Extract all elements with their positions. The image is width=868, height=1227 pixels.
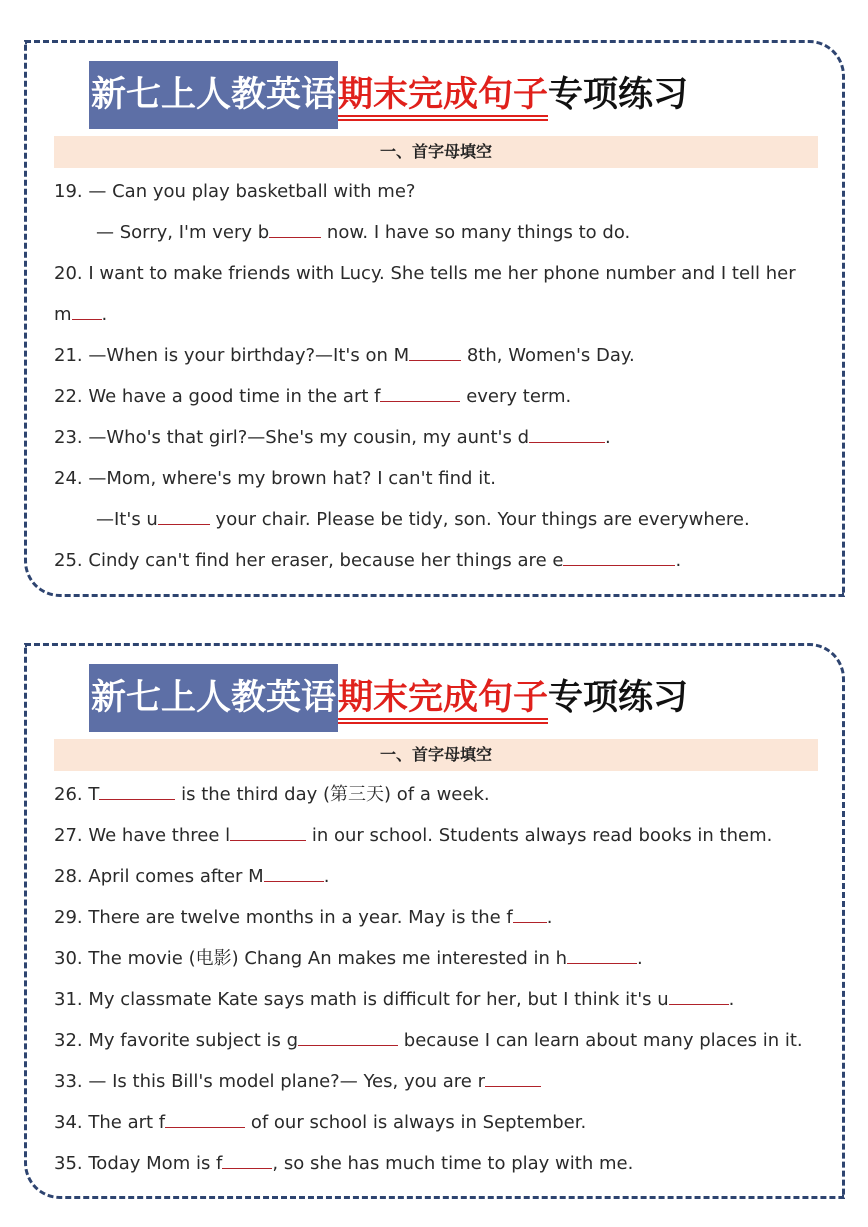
answer-blank[interactable] xyxy=(380,387,460,402)
question-text: The art f xyxy=(88,1112,166,1133)
question-text: —It's u xyxy=(96,509,158,530)
question-text-tail: of our school is always in September. xyxy=(245,1112,587,1133)
question-number: 28. xyxy=(54,866,83,887)
question-31 xyxy=(54,979,844,1020)
answer-blank[interactable] xyxy=(165,1113,245,1128)
worksheet-card-2 xyxy=(24,643,845,1199)
question-number: 33. xyxy=(54,1071,83,1092)
answer-blank[interactable] xyxy=(222,1154,272,1169)
question-number: 29. xyxy=(54,907,83,928)
answer-blank[interactable] xyxy=(99,785,175,800)
question-19-reply xyxy=(54,212,844,253)
question-number: 19. xyxy=(54,181,83,202)
answer-blank[interactable] xyxy=(409,346,461,361)
title-red: 期末完成句子 xyxy=(338,664,548,732)
question-22 xyxy=(54,376,844,417)
question-text-tail: every term. xyxy=(460,386,572,407)
question-text: We have a good time in the art f xyxy=(88,386,381,407)
question-25 xyxy=(54,540,844,581)
question-29 xyxy=(54,897,844,938)
question-21 xyxy=(54,335,844,376)
question-text: — Sorry, I'm very b xyxy=(96,222,270,243)
question-34 xyxy=(54,1102,844,1143)
question-text: The movie (电影) Chang An makes me interested in h xyxy=(88,948,568,969)
question-list xyxy=(54,774,844,1184)
question-text: There are twelve months in a year. May is the f xyxy=(88,907,513,928)
question-24 xyxy=(54,458,844,499)
answer-blank[interactable] xyxy=(529,428,605,443)
question-text: m xyxy=(54,304,72,325)
question-number: 23. xyxy=(54,427,83,448)
title-tail: 专项练习 xyxy=(548,75,689,115)
question-number: 31. xyxy=(54,989,83,1010)
question-text-tail: in our school. Students always read books in them. xyxy=(306,825,773,846)
question-number: 20. xyxy=(54,263,83,284)
section-heading: 一、首字母填空 xyxy=(54,136,818,168)
question-28 xyxy=(54,856,844,897)
question-text: April comes after M xyxy=(88,866,264,887)
question-33 xyxy=(54,1061,844,1102)
question-text: Cindy can't find her eraser, because her things are e xyxy=(88,550,564,571)
answer-blank[interactable] xyxy=(485,1072,541,1087)
question-24-reply xyxy=(54,499,844,540)
question-text: We have three l xyxy=(88,825,231,846)
title-tail: 专项练习 xyxy=(548,678,689,718)
question-19 xyxy=(54,171,844,212)
question-35 xyxy=(54,1143,844,1184)
worksheet-title xyxy=(89,61,688,129)
question-text-tail: . xyxy=(637,948,643,969)
question-text-tail: . xyxy=(101,304,108,325)
answer-blank[interactable] xyxy=(72,305,102,320)
question-number: 21. xyxy=(54,345,83,366)
answer-blank[interactable] xyxy=(269,223,321,238)
answer-blank[interactable] xyxy=(669,990,729,1005)
question-20 xyxy=(54,253,844,294)
question-text-tail: , so she has much time to play with me. xyxy=(272,1153,634,1174)
question-text-tail: . xyxy=(323,866,330,887)
question-text-tail: 8th, Women's Day. xyxy=(461,345,635,366)
question-text-tail: . xyxy=(728,989,735,1010)
question-number: 25. xyxy=(54,550,83,571)
question-26 xyxy=(54,774,844,815)
question-number: 35. xyxy=(54,1153,83,1174)
question-number: 22. xyxy=(54,386,83,407)
question-text: My favorite subject is g xyxy=(88,1030,299,1051)
question-text: —When is your birthday?—It's on M xyxy=(88,345,410,366)
section-heading: 一、首字母填空 xyxy=(54,739,818,771)
question-text: Today Mom is f xyxy=(88,1153,223,1174)
question-text-tail: . xyxy=(605,427,611,448)
question-30 xyxy=(54,938,844,979)
question-text-tail: now. I have so many things to do. xyxy=(321,222,631,243)
question-text-tail: your chair. Please be tidy, son. Your things are everywhere. xyxy=(209,509,750,530)
question-text: My classmate Kate says math is difficult for her, but I think it's u xyxy=(88,989,669,1010)
question-number: 32. xyxy=(54,1030,83,1051)
question-20-continued xyxy=(54,294,844,335)
question-text-tail: . xyxy=(675,550,682,571)
answer-blank[interactable] xyxy=(158,510,210,525)
question-text: —Who's that girl?—She's my cousin, my aunt's d xyxy=(88,427,529,448)
question-text-tail: . xyxy=(546,907,553,928)
question-23 xyxy=(54,417,844,458)
answer-blank[interactable] xyxy=(563,551,675,566)
question-text: T xyxy=(88,784,100,805)
question-number: 26. xyxy=(54,784,83,805)
answer-blank[interactable] xyxy=(264,867,324,882)
title-highlight: 新七上人教英语 xyxy=(89,61,338,129)
question-number: 27. xyxy=(54,825,83,846)
question-number: 34. xyxy=(54,1112,83,1133)
question-27 xyxy=(54,815,844,856)
question-list xyxy=(54,171,844,581)
question-text: I want to make friends with Lucy. She tells me her phone number and I tell her xyxy=(88,263,796,284)
answer-blank[interactable] xyxy=(298,1031,398,1046)
question-32 xyxy=(54,1020,844,1061)
answer-blank[interactable] xyxy=(513,908,547,923)
answer-blank[interactable] xyxy=(230,826,306,841)
worksheet-card-1 xyxy=(24,40,845,597)
worksheet-title xyxy=(89,664,688,732)
title-highlight: 新七上人教英语 xyxy=(89,664,338,732)
question-text-tail: because I can learn about many places in it. xyxy=(398,1030,803,1051)
answer-blank[interactable] xyxy=(567,949,637,964)
question-number: 30. xyxy=(54,948,83,969)
question-text-tail: is the third day (第三天) of a week. xyxy=(175,784,490,805)
question-text: —Mom, where's my brown hat? I can't find it. xyxy=(88,468,496,489)
title-red: 期末完成句子 xyxy=(338,61,548,129)
question-text: — Is this Bill's model plane?— Yes, you are r xyxy=(88,1071,485,1092)
question-number: 24. xyxy=(54,468,83,489)
question-text: — Can you play basketball with me? xyxy=(88,181,416,202)
